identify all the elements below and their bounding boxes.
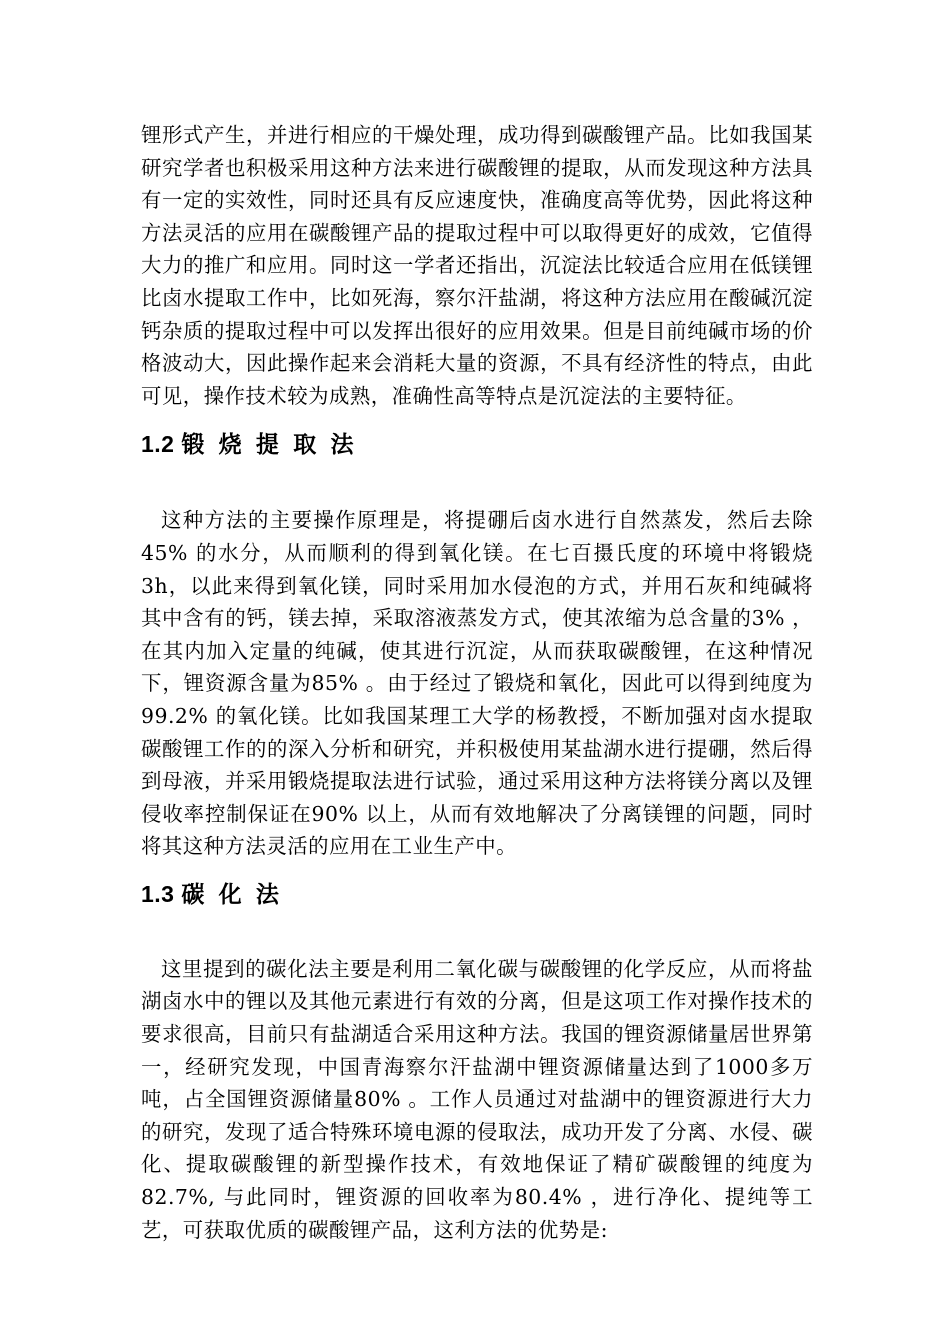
- paragraph-precipitation-summary: 锂形式产生，并进行相应的干燥处理，成功得到碳酸锂产品。比如我国某研究学者也积极采用这种方法来进行碳酸锂的提取，从而发现这种方法具有一定的实效性，同时还具有反应速度快，准确度高等优势，因此将这种方法灵活的应用在碳酸锂产品的提取过程中可以取得更好的成效，它值得大力的推广和应用。同时这一学者还指出，沉淀法比较适合应用在低镁锂比卤水提取工作中，比如死海，察尔汗盐湖，将这种方法应用在酸碱沉淀钙杂质的提取过程中可以发挥出很好的应用效果。但是目前纯碱市场的价格波动大，因此操作起来会消耗大量的资源，不具有经济性的特点，由此可见，操作技术较为成熟，准确性高等特点是沉淀法的主要特征。: [141, 123, 813, 408]
- section-heading-1-3: 1.3 碳 化 法: [141, 880, 280, 907]
- document-body: [141, 119, 813, 1246]
- paragraph-carbonization-method: 这里提到的碳化法主要是利用二氧化碳与碳酸锂的化学反应，从而将盐湖卤水中的锂以及其他元素进行有效的分离，但是这项工作对操作技术的要求很高，目前只有盐湖适合采用这种方法。我国的锂资源储量居世界第一，经研究发现，中国青海察尔汗盐湖中锂资源储量达到了1000多万吨，占全国锂资源储量80% 。工作人员通过对盐湖中的锂资源进行大力的研究，发现了适合特殊环境电源的侵取法，成功开发了分离、水侵、碳化、提取碳酸锂的新型操作技术，有效地保证了精矿碳酸锂的纯度为82.7%, 与此同时，锂资源的回收率为80.4% ，进行净化、提纯等工艺，可获取优质的碳酸锂产品，这利方法的优势是:: [141, 956, 813, 1242]
- section-heading-1-2: 1.2 锻 烧 提 取 法: [141, 431, 354, 458]
- paragraph-calcination-method: 这种方法的主要操作原理是，将提硼后卤水进行自然蒸发，然后去除45% 的水分，从而顺利的得到氧化镁。在七百摄氏度的环境中将锻烧3h，以此来得到氧化镁，同时采用加水侵泡的方式，并用石灰和纯碱将其中含有的钙，镁去掉，采取溶液蒸发方式，使其浓缩为总含量的3% ，在其内加入定量的纯碱，使其进行沉淀，从而获取碳酸锂，在这种情况下，锂资源含量为85% 。由于经过了锻烧和氧化，因此可以得到纯度为99.2% 的氧化镁。比如我国某理工大学的杨教授，不断加强对卤水提取碳酸锂工作的的深入分析和研究，并积极使用某盐湖水进行提硼，然后得到母液，并采用锻烧提取法进行试验，通过采用这种方法将镁分离以及锂侵收率控制保证在90% 以上，从而有效地解决了分离镁锂的问题，同时将其这种方法灵活的应用在工业生产中。: [141, 508, 813, 859]
